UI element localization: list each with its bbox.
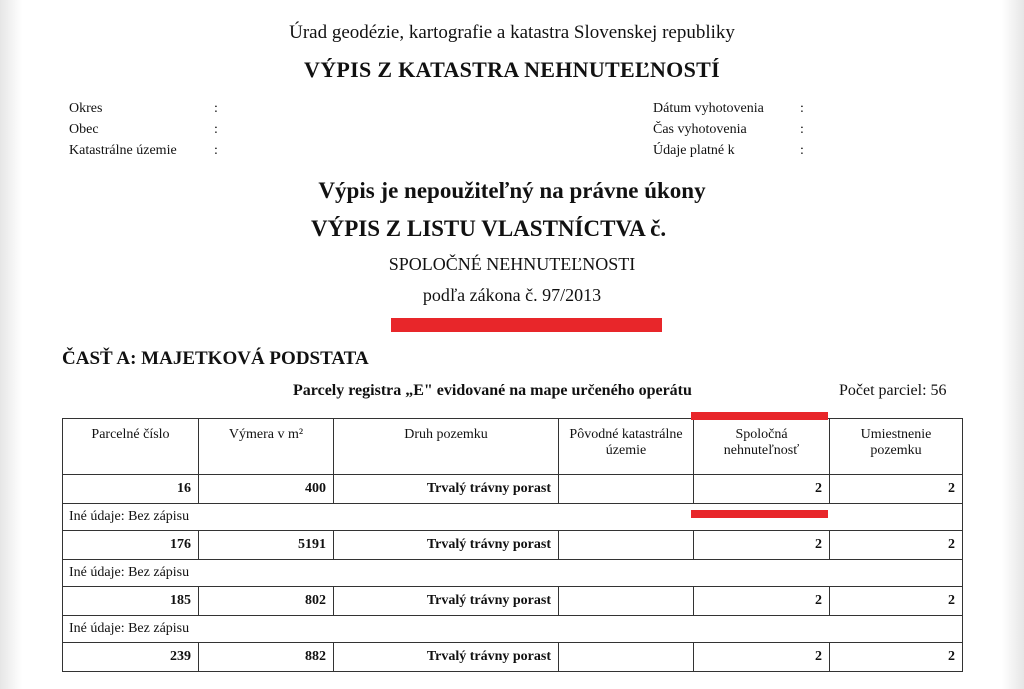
table-row: [63, 587, 963, 616]
date-label: Dátum vyhotovenia: [653, 101, 764, 116]
table-header-row: [63, 419, 963, 475]
meta-colon: :: [214, 143, 218, 158]
land-type-cell: Trvalý trávny porast: [334, 643, 559, 672]
original-area-cell: [559, 531, 694, 560]
cadastral-area-label: Katastrálne územie: [69, 143, 177, 158]
part-a-heading: ČASŤ A: MAJETKOVÁ PODSTATA: [62, 348, 369, 369]
shared-property-cell: 2: [694, 643, 830, 672]
valid-as-of-label: Údaje platné k: [653, 143, 735, 158]
municipality-value: [228, 119, 288, 140]
original-area-cell: [559, 475, 694, 504]
area-cell: 802: [199, 587, 334, 616]
shared-property-cell: 2: [694, 531, 830, 560]
col-header-parcel-number: Parcelné číslo: [63, 419, 199, 475]
register-heading: Parcely registra „E" evidované na mape určeného operátu: [293, 382, 692, 399]
document-title: VÝPIS Z KATASTRA NEHNUTEĽNOSTÍ: [304, 57, 720, 82]
shared-property-cell: 2: [694, 475, 830, 504]
location-cell: 2: [830, 587, 963, 616]
original-area-cell: [559, 643, 694, 672]
location-cell: 2: [830, 531, 963, 560]
time-label: Čas vyhotovenia: [653, 122, 747, 137]
col-header-original-cadastral-area: Pôvodné katastrálne územie: [559, 419, 694, 475]
parcel-number-cell: 176: [63, 531, 199, 560]
col-header-shared-property: Spoločná nehnuteľnosť: [694, 419, 830, 475]
col-header-land-type: Druh pozemku: [334, 419, 559, 475]
ownership-sheet-title: VÝPIS Z LISTU VLASTNÍCTVA č.: [311, 216, 667, 241]
location-cell: 2: [830, 475, 963, 504]
other-data-note: Iné údaje: Bez zápisu: [63, 616, 963, 643]
meta-colon: :: [800, 101, 804, 116]
valid-as-of-value: [814, 140, 874, 161]
table-row: [63, 643, 963, 672]
other-data-note: Iné údaje: Bez zápisu: [63, 504, 963, 531]
table-row: [63, 531, 963, 560]
table-row: [63, 475, 963, 504]
meta-row-time: [653, 119, 874, 140]
district-value: [228, 98, 288, 119]
land-type-cell: Trvalý trávny porast: [334, 531, 559, 560]
location-cell: 2: [830, 643, 963, 672]
area-cell: 400: [199, 475, 334, 504]
legal-notice: Výpis je nepoužiteľný na právne úkony: [318, 178, 706, 203]
meta-colon: :: [800, 143, 804, 158]
area-cell: 882: [199, 643, 334, 672]
red-highlight-bar: [391, 318, 662, 332]
issuing-authority: Úrad geodézie, kartografie a katastra Slovenskej republiky: [289, 22, 735, 43]
meta-row-district: [69, 98, 288, 119]
meta-colon: :: [800, 122, 804, 137]
meta-right-block: [653, 98, 874, 161]
parcels-table: [62, 418, 963, 672]
area-cell: 5191: [199, 531, 334, 560]
red-highlight-bar: [691, 412, 828, 420]
page-shadow-right: [1002, 0, 1024, 689]
page-shadow-left: [0, 0, 22, 689]
district-label: Okres: [69, 101, 103, 116]
parcel-number-cell: 239: [63, 643, 199, 672]
land-type-cell: Trvalý trávny porast: [334, 475, 559, 504]
meta-row-cadastral-area: [69, 140, 288, 161]
parcel-number-cell: 16: [63, 475, 199, 504]
table-note-row: [63, 616, 963, 643]
red-highlight-bar: [691, 510, 828, 518]
meta-row-municipality: [69, 119, 288, 140]
col-header-land-location: Umiestnenie pozemku: [830, 419, 963, 475]
other-data-note: Iné údaje: Bez zápisu: [63, 560, 963, 587]
law-reference: podľa zákona č. 97/2013: [422, 285, 602, 305]
meta-row-date: [653, 98, 874, 119]
time-value: [814, 119, 874, 140]
meta-colon: :: [214, 122, 218, 137]
meta-row-valid-as-of: [653, 140, 874, 161]
meta-colon: :: [214, 101, 218, 116]
cadastral-area-value: [228, 140, 288, 161]
original-area-cell: [559, 587, 694, 616]
shared-property-subtitle: SPOLOČNÉ NEHNUTEĽNOSTI: [388, 254, 636, 274]
date-value: [814, 98, 874, 119]
municipality-label: Obec: [69, 122, 99, 137]
parcel-number-cell: 185: [63, 587, 199, 616]
table-note-row: [63, 560, 963, 587]
shared-property-cell: 2: [694, 587, 830, 616]
col-header-area: Výmera v m²: [199, 419, 334, 475]
meta-left-block: [69, 98, 288, 161]
parcel-count: Počet parciel: 56: [839, 382, 947, 399]
land-type-cell: Trvalý trávny porast: [334, 587, 559, 616]
